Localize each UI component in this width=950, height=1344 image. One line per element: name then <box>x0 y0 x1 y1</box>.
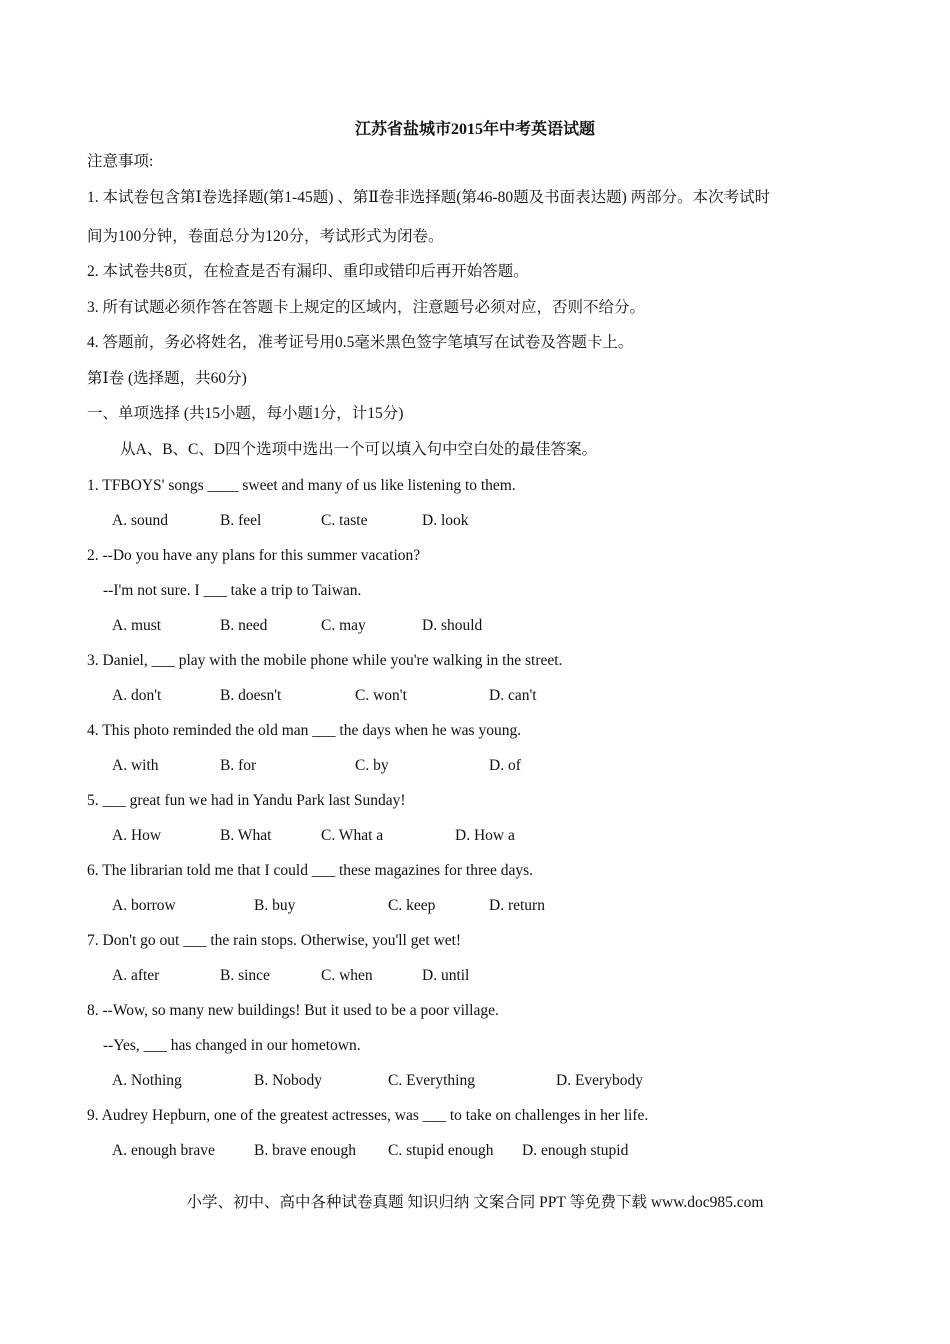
notice-item: 4. 答题前，务必将姓名，准考证号用0.5毫米黑色签字笔填写在试卷及答题卡上。 <box>87 334 634 351</box>
question-stem: 1. TFBOYS' songs ____ sweet and many of us like listening to them. <box>87 477 516 494</box>
option-b: B. since <box>220 967 270 984</box>
option-c: C. by <box>355 757 389 774</box>
question-stem: 6. The librarian told me that I could ___ these magazines for three days. <box>87 862 534 879</box>
option-a: A. don't <box>112 687 162 704</box>
option-a: A. enough brave <box>112 1142 215 1159</box>
option-b: B. need <box>220 617 268 634</box>
option-b: B. feel <box>220 512 262 529</box>
option-b: B. doesn't <box>220 687 282 704</box>
option-a: A. with <box>112 757 159 774</box>
option-b: B. Nobody <box>254 1072 323 1089</box>
option-a: A. borrow <box>112 897 176 914</box>
page-footer: 小学、初中、高中各种试卷真题 知识归纳 文案合同 PPT 等免费下载 www.doc985.com <box>186 1194 764 1211</box>
question-stem: 9. Audrey Hepburn, one of the greatest actresses, was ___ to take on challenges in her life. <box>87 1107 649 1124</box>
option-d: D. return <box>489 897 545 914</box>
option-c: C. may <box>321 617 366 634</box>
question-stem: 3. Daniel, ___ play with the mobile phone while you're walking in the street. <box>87 652 563 669</box>
notice-item: 3. 所有试题必须作答在答题卡上规定的区域内，注意题号必须对应，否则不给分。 <box>87 299 646 316</box>
option-c: C. Everything <box>388 1072 475 1089</box>
option-d: D. of <box>489 757 521 774</box>
question-stem: 2. --Do you have any plans for this summer vacation? <box>87 547 421 564</box>
notice-item: 间为100分钟，卷面总分为120分，考试形式为闭卷。 <box>87 228 444 245</box>
question-stem: 7. Don't go out ___ the rain stops. Otherwise, you'll get wet! <box>87 932 462 949</box>
question-stem: 8. --Wow, so many new buildings! But it used to be a poor village. <box>87 1002 499 1019</box>
notice-item: 2. 本试卷共8页，在检查是否有漏印、重印或错印后再开始答题。 <box>87 263 529 280</box>
option-d: D. enough stupid <box>522 1142 629 1159</box>
option-c: C. taste <box>321 512 368 529</box>
option-a: A. must <box>112 617 162 634</box>
section-instruction: 从A、B、C、D四个选项中选出一个可以填入句中空白处的最佳答案。 <box>120 441 598 458</box>
option-d: D. look <box>422 512 469 529</box>
question-stem: 5. ___ great fun we had in Yandu Park last Sunday! <box>87 792 406 809</box>
option-c: C. won't <box>355 687 407 704</box>
notice-item: 1. 本试卷包含第Ⅰ卷选择题(第1-45题) 、第Ⅱ卷非选择题(第46-80题及书面表达题) 两部分。本次考试时 <box>87 189 771 206</box>
option-d: D. can't <box>489 687 537 704</box>
option-c: C. keep <box>388 897 436 914</box>
option-b: B. brave enough <box>254 1142 357 1159</box>
question-stem: --I'm not sure. I ___ take a trip to Taiwan. <box>103 582 362 599</box>
option-a: A. after <box>112 967 160 984</box>
option-a: A. sound <box>112 512 168 529</box>
option-c: C. when <box>321 967 373 984</box>
question-stem: 4. This photo reminded the old man ___ the days when he was young. <box>87 722 522 739</box>
option-d: D. Everybody <box>556 1072 643 1089</box>
section-heading: 一、单项选择 (共15小题，每小题1分，计15分) <box>87 405 404 422</box>
option-d: D. should <box>422 617 483 634</box>
option-d: D. until <box>422 967 470 984</box>
option-c: C. What a <box>321 827 384 844</box>
question-stem: --Yes, ___ has changed in our hometown. <box>103 1037 361 1054</box>
option-b: B. for <box>220 757 257 774</box>
page-title: 江苏省盐城市2015年中考英语试题 <box>354 121 595 138</box>
option-d: D. How a <box>455 827 515 844</box>
notice-heading: 注意事项: <box>87 153 154 170</box>
option-a: A. Nothing <box>112 1072 182 1089</box>
part-heading: 第Ⅰ卷 (选择题，共60分) <box>87 370 247 387</box>
option-b: B. What <box>220 827 272 844</box>
option-a: A. How <box>112 827 162 844</box>
option-b: B. buy <box>254 897 296 914</box>
option-c: C. stupid enough <box>388 1142 494 1159</box>
